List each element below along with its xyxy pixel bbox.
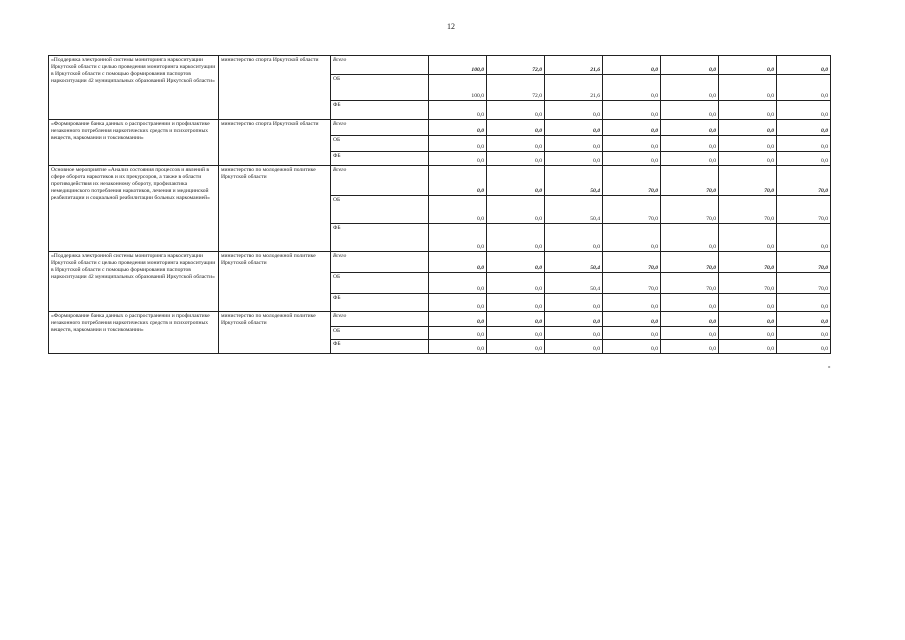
funding-amount-cell: 50,4 xyxy=(545,166,603,196)
funding-source-label: Всего xyxy=(331,166,429,196)
funding-amount-cell: 70,0 xyxy=(719,196,777,224)
funding-amount-cell: 0,0 xyxy=(487,294,545,312)
funding-amount-cell: 0,0 xyxy=(429,136,487,152)
funding-amount-cell: 0,0 xyxy=(719,101,777,120)
funding-amount-cell: 0,0 xyxy=(487,196,545,224)
funding-amount-cell: 0,0 xyxy=(545,327,603,340)
funding-table xyxy=(48,55,831,354)
table-row xyxy=(49,120,831,136)
funding-amount-cell: 0,0 xyxy=(429,196,487,224)
funding-amount-cell: 0,0 xyxy=(429,273,487,294)
funding-amount-cell: 0,0 xyxy=(777,340,831,354)
funding-amount-cell: 0,0 xyxy=(777,312,831,327)
funding-amount-cell: 0,0 xyxy=(777,56,831,75)
responsible-executor: министерство спорта Иркутской области xyxy=(219,120,331,166)
funding-amount-cell: 70,0 xyxy=(719,252,777,273)
table-row xyxy=(49,312,831,327)
funding-amount-cell: 21,6 xyxy=(545,75,603,101)
responsible-executor: министерство по молодежной политике Иркутской области xyxy=(219,166,331,252)
funding-amount-cell: 0,0 xyxy=(429,120,487,136)
funding-amount-cell: 0,0 xyxy=(487,340,545,354)
funding-source-label: ФБ xyxy=(331,152,429,166)
funding-amount-cell: 0,0 xyxy=(719,136,777,152)
funding-amount-cell: 0,0 xyxy=(545,312,603,327)
funding-source-label: ФБ xyxy=(331,340,429,354)
funding-source-label: ФБ xyxy=(331,294,429,312)
funding-amount-cell: 70,0 xyxy=(777,252,831,273)
funding-amount-cell: 0,0 xyxy=(545,101,603,120)
funding-amount-cell: 70,0 xyxy=(603,252,661,273)
funding-amount-cell: 0,0 xyxy=(661,101,719,120)
funding-amount-cell: 0,0 xyxy=(777,120,831,136)
funding-amount-cell: 0,0 xyxy=(661,152,719,166)
funding-amount-cell: 0,0 xyxy=(487,252,545,273)
funding-source-label: Всего xyxy=(331,312,429,327)
funding-amount-cell: 0,0 xyxy=(603,136,661,152)
funding-source-label: ФБ xyxy=(331,224,429,252)
funding-amount-cell: 70,0 xyxy=(777,273,831,294)
funding-amount-cell: 0,0 xyxy=(429,294,487,312)
funding-amount-cell: 0,0 xyxy=(603,101,661,120)
funding-amount-cell: 0,0 xyxy=(661,56,719,75)
funding-amount-cell: 0,0 xyxy=(545,224,603,252)
funding-amount-cell: 0,0 xyxy=(603,75,661,101)
funding-amount-cell: 0,0 xyxy=(777,101,831,120)
funding-amount-cell: 0,0 xyxy=(603,340,661,354)
funding-source-label: ФБ xyxy=(331,101,429,120)
funding-amount-cell: 0,0 xyxy=(487,136,545,152)
responsible-executor: министерство по молодежной политике Иркутской области xyxy=(219,312,331,354)
funding-amount-cell: 0,0 xyxy=(719,120,777,136)
funding-amount-cell: 0,0 xyxy=(603,152,661,166)
activity-description: «Формирование банка данных о распространении и профилактике незаконного потребления наркотических средств и психотропных веществ, наркомании и токсикомании» xyxy=(49,312,219,354)
funding-amount-cell: 0,0 xyxy=(719,340,777,354)
funding-amount-cell: 0,0 xyxy=(777,136,831,152)
funding-amount-cell: 70,0 xyxy=(719,273,777,294)
funding-amount-cell: 0,0 xyxy=(487,312,545,327)
funding-amount-cell: 70,0 xyxy=(661,252,719,273)
page-number: 12 xyxy=(447,22,455,31)
funding-amount-cell: 70,0 xyxy=(603,273,661,294)
responsible-executor: министерство по молодежной политике Иркутской области xyxy=(219,252,331,312)
funding-amount-cell: 0,0 xyxy=(545,294,603,312)
funding-amount-cell: 0,0 xyxy=(661,224,719,252)
funding-amount-cell: 0,0 xyxy=(661,340,719,354)
funding-amount-cell: 0,0 xyxy=(487,224,545,252)
funding-amount-cell: 0,0 xyxy=(719,327,777,340)
funding-amount-cell: 70,0 xyxy=(661,196,719,224)
funding-amount-cell: 0,0 xyxy=(603,327,661,340)
funding-amount-cell: 72,0 xyxy=(487,56,545,75)
funding-amount-cell: 0,0 xyxy=(603,120,661,136)
funding-source-label: Всего xyxy=(331,252,429,273)
funding-amount-cell: 70,0 xyxy=(777,196,831,224)
funding-amount-cell: 0,0 xyxy=(777,327,831,340)
funding-amount-cell: 0,0 xyxy=(719,75,777,101)
funding-amount-cell: 0,0 xyxy=(719,224,777,252)
funding-amount-cell: 0,0 xyxy=(429,152,487,166)
funding-source-label: ОБ xyxy=(331,136,429,152)
funding-amount-cell: 70,0 xyxy=(777,166,831,196)
funding-source-label: Всего xyxy=(331,120,429,136)
funding-amount-cell: 70,0 xyxy=(661,273,719,294)
funding-amount-cell: 0,0 xyxy=(603,224,661,252)
funding-amount-cell: 72,0 xyxy=(487,75,545,101)
activity-description: «Формирование банка данных о распространении и профилактике незаконного потребления наркотических средств и психотропных веществ, наркомании и токсикомании» xyxy=(49,120,219,166)
funding-amount-cell: 0,0 xyxy=(661,75,719,101)
funding-amount-cell: 70,0 xyxy=(719,166,777,196)
funding-amount-cell: 50,4 xyxy=(545,252,603,273)
activity-description: «Поддержка электронной системы мониторинга наркоситуации Иркутской области с целью проведения мониторинга наркоситуации в Иркутской области с помощью формирования паспортов наркоситуации 42 муниципальных образований Иркутской области» xyxy=(49,252,219,312)
funding-amount-cell: 50,4 xyxy=(545,273,603,294)
funding-amount-cell: 50,4 xyxy=(545,196,603,224)
edge-mark: » xyxy=(828,365,831,370)
funding-amount-cell: 0,0 xyxy=(429,224,487,252)
funding-amount-cell: 0,0 xyxy=(719,152,777,166)
funding-amount-cell: 0,0 xyxy=(777,294,831,312)
funding-amount-cell: 0,0 xyxy=(545,120,603,136)
funding-amount-cell: 0,0 xyxy=(719,56,777,75)
funding-amount-cell: 0,0 xyxy=(603,294,661,312)
funding-amount-cell: 0,0 xyxy=(545,136,603,152)
funding-amount-cell: 0,0 xyxy=(487,120,545,136)
funding-amount-cell: 21,6 xyxy=(545,56,603,75)
funding-amount-cell: 0,0 xyxy=(661,327,719,340)
funding-amount-cell: 0,0 xyxy=(429,340,487,354)
funding-amount-cell: 0,0 xyxy=(487,101,545,120)
table-row xyxy=(49,252,831,273)
funding-amount-cell: 0,0 xyxy=(545,152,603,166)
table-row xyxy=(49,166,831,196)
funding-source-label: Всего xyxy=(331,56,429,75)
funding-amount-cell: 0,0 xyxy=(545,340,603,354)
table-row xyxy=(49,56,831,75)
funding-amount-cell: 0,0 xyxy=(777,75,831,101)
activity-description: Основное мероприятие «Анализ состояния процессов и явлений в сфере оборота наркотиков и их прекурсоров, а также в области противодействия их незаконному обороту, профилактика немедицинского потребления наркотиков, лечения и медицинской реабилитации и социальной реабилитации больных наркоманией» xyxy=(49,166,219,252)
activity-description: «Поддержка электронной системы мониторинга наркоситуации Иркутской области с целью проведения мониторинга наркоситуации в Иркутской области с помощью формирования паспортов наркоситуации 42 муниципальных образований Иркутской области» xyxy=(49,56,219,120)
funding-amount-cell: 0,0 xyxy=(661,136,719,152)
funding-amount-cell: 0,0 xyxy=(661,312,719,327)
funding-amount-cell: 0,0 xyxy=(719,312,777,327)
funding-amount-cell: 0,0 xyxy=(487,327,545,340)
responsible-executor: министерство спорта Иркутской области xyxy=(219,56,331,120)
funding-source-label: ОБ xyxy=(331,273,429,294)
funding-amount-cell: 0,0 xyxy=(719,294,777,312)
funding-amount-cell: 70,0 xyxy=(603,166,661,196)
funding-amount-cell: 0,0 xyxy=(487,152,545,166)
funding-source-label: ОБ xyxy=(331,75,429,101)
funding-amount-cell: 0,0 xyxy=(777,224,831,252)
funding-source-label: ОБ xyxy=(331,327,429,340)
funding-amount-cell: 0,0 xyxy=(429,252,487,273)
funding-amount-cell: 100,0 xyxy=(429,75,487,101)
funding-amount-cell: 0,0 xyxy=(429,166,487,196)
funding-amount-cell: 0,0 xyxy=(603,312,661,327)
funding-amount-cell: 70,0 xyxy=(603,196,661,224)
funding-amount-cell: 0,0 xyxy=(429,101,487,120)
funding-amount-cell: 0,0 xyxy=(661,294,719,312)
funding-amount-cell: 0,0 xyxy=(777,152,831,166)
funding-amount-cell: 0,0 xyxy=(429,312,487,327)
funding-amount-cell: 0,0 xyxy=(487,166,545,196)
funding-amount-cell: 0,0 xyxy=(661,120,719,136)
funding-amount-cell: 100,0 xyxy=(429,56,487,75)
funding-amount-cell: 70,0 xyxy=(661,166,719,196)
funding-source-label: ОБ xyxy=(331,196,429,224)
funding-amount-cell: 0,0 xyxy=(429,327,487,340)
funding-amount-cell: 0,0 xyxy=(603,56,661,75)
funding-amount-cell: 0,0 xyxy=(487,273,545,294)
